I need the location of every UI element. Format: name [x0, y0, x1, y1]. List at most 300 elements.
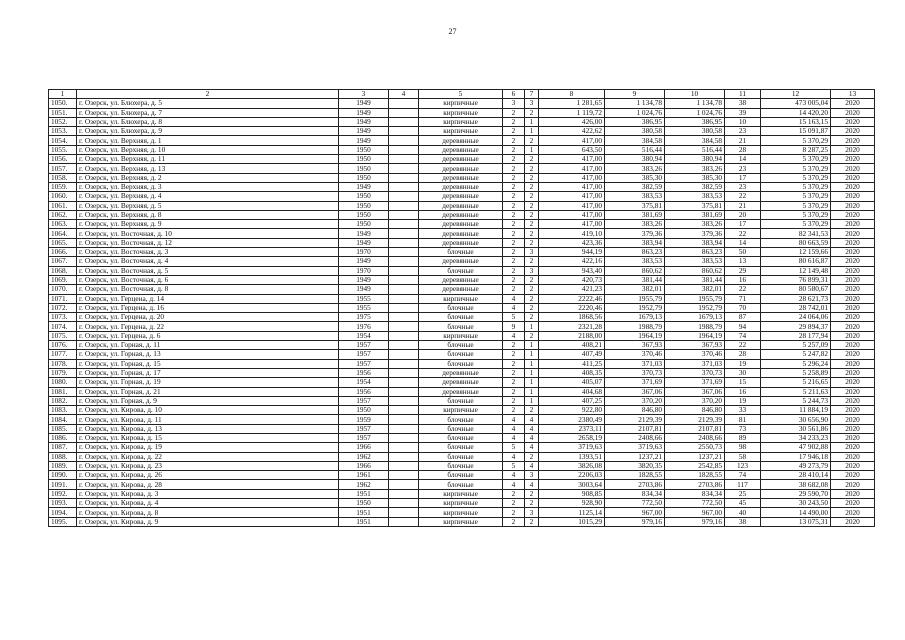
table-cell: 1828,55: [605, 471, 665, 480]
table-cell: 22: [725, 192, 761, 201]
table-cell: 5: [503, 461, 525, 470]
table-cell: 2107,81: [605, 424, 665, 433]
table-row: [49, 173, 875, 182]
table-cell: 2020: [831, 359, 875, 368]
table-cell: блочные: [419, 248, 503, 257]
table-cell: 383,26: [605, 220, 665, 229]
table-cell: 944,19: [539, 248, 605, 257]
table-cell: деревянные: [419, 192, 503, 201]
table-cell: [389, 415, 419, 424]
table-cell: 1093.: [49, 499, 77, 508]
table-cell: 4: [525, 461, 539, 470]
table-cell: 1: [525, 359, 539, 368]
table-cell: [389, 313, 419, 322]
table-cell: г. Озерск, ул. Кирова, д. 28: [77, 480, 339, 489]
table-cell: 9: [503, 322, 525, 331]
table-cell: 29 894,37: [761, 322, 831, 331]
table-cell: 516,44: [665, 145, 725, 154]
table-cell: 383,53: [665, 192, 725, 201]
table-cell: 386,95: [605, 117, 665, 126]
table-cell: 3820,35: [605, 461, 665, 470]
table-cell: 5 370,29: [761, 155, 831, 164]
table-cell: 420,73: [539, 275, 605, 284]
column-header-5: 5: [419, 90, 503, 99]
table-cell: 1949: [339, 238, 389, 247]
table-cell: 371,69: [665, 378, 725, 387]
table-cell: 1: [525, 396, 539, 405]
table-cell: г. Озерск, ул. Герцена, д. 20: [77, 313, 339, 322]
table-cell: 2020: [831, 443, 875, 452]
table-cell: г. Озерск, ул. Блюхера, д. 9: [77, 127, 339, 136]
table-cell: кирпичные: [419, 117, 503, 126]
table-cell: г. Озерск, ул. Кирова, д. 23: [77, 461, 339, 470]
table-cell: 1015,29: [539, 517, 605, 526]
table-cell: 14: [725, 155, 761, 164]
table-cell: [389, 406, 419, 415]
table-cell: [389, 201, 419, 210]
table-cell: 863,23: [665, 248, 725, 257]
table-cell: [389, 480, 419, 489]
column-header-9: 9: [605, 90, 665, 99]
table-cell: [389, 378, 419, 387]
table-cell: 25: [725, 489, 761, 498]
table-cell: 5 257,09: [761, 341, 831, 350]
table-cell: г. Озерск, ул. Кирова, д. 8: [77, 508, 339, 517]
table-cell: 2: [503, 406, 525, 415]
table-cell: 38: [725, 517, 761, 526]
table-row: [49, 266, 875, 275]
table-cell: 1: [525, 387, 539, 396]
table-cell: 2408,66: [605, 433, 665, 442]
table-cell: 24 064,06: [761, 313, 831, 322]
table-cell: 1957: [339, 350, 389, 359]
table-cell: 13: [725, 257, 761, 266]
table-cell: блочные: [419, 313, 503, 322]
table-cell: 2020: [831, 480, 875, 489]
table-cell: деревянные: [419, 173, 503, 182]
table-cell: г. Озерск, ул. Горная, д. 9: [77, 396, 339, 405]
table-cell: 1052.: [49, 117, 77, 126]
table-row: [49, 294, 875, 303]
column-header-10: 10: [665, 90, 725, 99]
table-row: [49, 341, 875, 350]
table-cell: 2020: [831, 257, 875, 266]
table-cell: 1950: [339, 499, 389, 508]
table-cell: 1055.: [49, 145, 77, 154]
table-cell: 1237,21: [605, 452, 665, 461]
table-cell: 370,20: [605, 396, 665, 405]
table-cell: 383,26: [605, 164, 665, 173]
table-cell: 2408,66: [665, 433, 725, 442]
table-cell: 772,50: [605, 499, 665, 508]
table-cell: 47 902,88: [761, 443, 831, 452]
table-cell: [389, 350, 419, 359]
column-header-12: 12: [761, 90, 831, 99]
table-cell: 2550,73: [665, 443, 725, 452]
table-cell: 5 370,29: [761, 182, 831, 191]
table-cell: 1950: [339, 155, 389, 164]
table-cell: 2: [503, 201, 525, 210]
table-cell: 2020: [831, 136, 875, 145]
table-cell: г. Озерск, ул. Горная, д. 21: [77, 387, 339, 396]
table-cell: 385,30: [665, 173, 725, 182]
table-cell: 2020: [831, 331, 875, 340]
column-header-11: 11: [725, 90, 761, 99]
table-cell: 2: [525, 210, 539, 219]
table-cell: 2020: [831, 368, 875, 377]
table-cell: 382,59: [605, 182, 665, 191]
table-cell: 1067.: [49, 257, 77, 266]
table-cell: 1087.: [49, 443, 77, 452]
table-row: [49, 238, 875, 247]
table-row: [49, 406, 875, 415]
table-cell: кирпичные: [419, 127, 503, 136]
table-cell: [389, 99, 419, 108]
table-cell: 2020: [831, 350, 875, 359]
table-row: [49, 229, 875, 238]
table-cell: 1070.: [49, 285, 77, 294]
table-cell: 2222,46: [539, 294, 605, 303]
table-cell: 1071.: [49, 294, 77, 303]
housing-registry-table: [48, 89, 875, 527]
table-cell: 1955: [339, 294, 389, 303]
table-cell: [389, 248, 419, 257]
table-cell: 4: [525, 424, 539, 433]
column-header-13: 13: [831, 90, 875, 99]
table-cell: деревянные: [419, 201, 503, 210]
table-cell: г. Озерск, ул. Кирова, д. 26: [77, 471, 339, 480]
table-cell: деревянные: [419, 368, 503, 377]
table-row: [49, 182, 875, 191]
table-cell: г. Озерск, ул. Кирова, д. 22: [77, 452, 339, 461]
table-row: [49, 275, 875, 284]
table-cell: [389, 508, 419, 517]
table-cell: 94: [725, 322, 761, 331]
table-cell: 4: [525, 415, 539, 424]
table-row: [49, 248, 875, 257]
table-cell: 23: [725, 127, 761, 136]
table-cell: [389, 461, 419, 470]
table-cell: 45: [725, 499, 761, 508]
table-cell: 12 149,48: [761, 266, 831, 275]
table-cell: 1393,51: [539, 452, 605, 461]
table-cell: 1: [525, 322, 539, 331]
table-cell: г. Озерск, ул. Восточная, д. 6: [77, 275, 339, 284]
table-cell: г. Озерск, ул. Восточная, д. 12: [77, 238, 339, 247]
table-cell: [389, 452, 419, 461]
table-cell: 28 410,14: [761, 471, 831, 480]
table-cell: г. Озерск, ул. Блюхера, д. 7: [77, 108, 339, 117]
table-cell: деревянные: [419, 229, 503, 238]
table-cell: 2129,39: [605, 415, 665, 424]
table-cell: г. Озерск, ул. Герцена, д. 22: [77, 322, 339, 331]
table-row: [49, 257, 875, 266]
table-cell: 2: [503, 499, 525, 508]
table-cell: 2: [503, 192, 525, 201]
table-cell: 4: [503, 331, 525, 340]
table-cell: 2020: [831, 396, 875, 405]
table-cell: кирпичные: [419, 517, 503, 526]
table-cell: 382,59: [665, 182, 725, 191]
table-cell: [389, 368, 419, 377]
table-cell: 17 946,18: [761, 452, 831, 461]
table-cell: 370,46: [605, 350, 665, 359]
table-cell: [389, 108, 419, 117]
table-cell: 4: [525, 443, 539, 452]
table-cell: [389, 396, 419, 405]
table-cell: 1961: [339, 471, 389, 480]
table-cell: 2129,39: [665, 415, 725, 424]
table-cell: 5 370,29: [761, 210, 831, 219]
table-cell: 417,00: [539, 155, 605, 164]
table-cell: кирпичные: [419, 508, 503, 517]
table-cell: 1051.: [49, 108, 77, 117]
table-cell: 1237,21: [665, 452, 725, 461]
table-cell: 1951: [339, 489, 389, 498]
table-cell: 1955,79: [605, 294, 665, 303]
table-cell: г. Озерск, ул. Восточная, д. 8: [77, 285, 339, 294]
table-cell: 380,94: [605, 155, 665, 164]
table-cell: 1090.: [49, 471, 77, 480]
table-cell: 3: [525, 248, 539, 257]
table-cell: 16: [725, 387, 761, 396]
table-cell: 1075.: [49, 331, 77, 340]
table-cell: 2: [525, 331, 539, 340]
table-cell: 2020: [831, 313, 875, 322]
table-cell: 2373,11: [539, 424, 605, 433]
table-cell: 1125,14: [539, 508, 605, 517]
table-cell: 1 281,65: [539, 99, 605, 108]
table-cell: г. Озерск, ул. Восточная, д. 5: [77, 266, 339, 275]
table-cell: 411,25: [539, 359, 605, 368]
table-cell: 4: [503, 303, 525, 312]
table-cell: г. Озерск, ул. Верхняя, д. 9: [77, 220, 339, 229]
table-cell: 98: [725, 443, 761, 452]
table-cell: 38: [725, 99, 761, 108]
table-cell: 1970: [339, 266, 389, 275]
table-cell: 4: [503, 294, 525, 303]
table-cell: 383,53: [665, 257, 725, 266]
table-cell: г. Озерск, ул. Верхняя, д. 11: [77, 155, 339, 164]
table-cell: 30: [725, 368, 761, 377]
table-cell: 1957: [339, 433, 389, 442]
table-cell: [389, 155, 419, 164]
table-cell: 23: [725, 164, 761, 173]
table-cell: 80 616,87: [761, 257, 831, 266]
table-cell: 375,81: [605, 201, 665, 210]
table-cell: 1828,55: [665, 471, 725, 480]
table-cell: 81: [725, 415, 761, 424]
table-cell: 2: [525, 192, 539, 201]
table-cell: кирпичные: [419, 331, 503, 340]
table-cell: 834,34: [605, 489, 665, 498]
table-cell: 15 163,15: [761, 117, 831, 126]
table-cell: 417,00: [539, 136, 605, 145]
table-cell: 1058.: [49, 173, 77, 182]
table-cell: [389, 443, 419, 452]
table-cell: 2: [503, 359, 525, 368]
table-cell: [389, 489, 419, 498]
table-cell: 1056.: [49, 155, 77, 164]
table-cell: 4: [503, 424, 525, 433]
table-row: [49, 350, 875, 359]
table-cell: 15 091,87: [761, 127, 831, 136]
table-cell: 28 742,01: [761, 303, 831, 312]
table-row: [49, 452, 875, 461]
table-cell: 1950: [339, 145, 389, 154]
table-cell: 1064.: [49, 229, 77, 238]
table-cell: 979,16: [605, 517, 665, 526]
table-cell: 383,26: [665, 220, 725, 229]
table-cell: 1072.: [49, 303, 77, 312]
table-cell: 5 216,65: [761, 378, 831, 387]
table-row: [49, 499, 875, 508]
table-cell: 382,01: [605, 285, 665, 294]
table-cell: 1 119,72: [539, 108, 605, 117]
table-cell: 1951: [339, 508, 389, 517]
table-cell: 34 233,23: [761, 433, 831, 442]
table-cell: 74: [725, 331, 761, 340]
table-cell: 1679,13: [665, 313, 725, 322]
table-cell: деревянные: [419, 145, 503, 154]
table-row: [49, 508, 875, 517]
table-header-row: [49, 90, 875, 99]
table-cell: 1082.: [49, 396, 77, 405]
table-cell: 2020: [831, 210, 875, 219]
table-cell: 2658,19: [539, 433, 605, 442]
table-cell: 40: [725, 508, 761, 517]
table-cell: [389, 294, 419, 303]
table-cell: кирпичные: [419, 108, 503, 117]
table-cell: 2: [503, 378, 525, 387]
table-cell: 30 656,90: [761, 415, 831, 424]
table-cell: 39: [725, 108, 761, 117]
column-header-8: 8: [539, 90, 605, 99]
table-cell: 2020: [831, 471, 875, 480]
table-cell: кирпичные: [419, 99, 503, 108]
table-cell: 2: [525, 155, 539, 164]
table-cell: кирпичные: [419, 294, 503, 303]
table-cell: [389, 285, 419, 294]
table-cell: [389, 164, 419, 173]
table-cell: 1950: [339, 406, 389, 415]
table-cell: 422,62: [539, 127, 605, 136]
table-cell: блочные: [419, 433, 503, 442]
table-cell: г. Озерск, ул. Верхняя, д. 8: [77, 210, 339, 219]
table-row: [49, 424, 875, 433]
table-row: [49, 210, 875, 219]
table-cell: 1966: [339, 443, 389, 452]
table-cell: деревянные: [419, 164, 503, 173]
table-cell: блочные: [419, 322, 503, 331]
table-cell: блочные: [419, 303, 503, 312]
table-cell: 908,85: [539, 489, 605, 498]
table-cell: 16: [725, 275, 761, 284]
table-cell: 3: [503, 99, 525, 108]
table-cell: 1059.: [49, 182, 77, 191]
table-cell: 1094.: [49, 508, 77, 517]
table-cell: 3: [525, 471, 539, 480]
table-cell: 1950: [339, 210, 389, 219]
table-cell: 379,36: [605, 229, 665, 238]
table-cell: 2: [503, 350, 525, 359]
table-cell: 1956: [339, 387, 389, 396]
table-cell: 10: [725, 117, 761, 126]
table-cell: 1954: [339, 378, 389, 387]
table-cell: 1949: [339, 229, 389, 238]
table-cell: 1949: [339, 127, 389, 136]
table-cell: г. Озерск, ул. Горная, д. 13: [77, 350, 339, 359]
table-cell: [389, 275, 419, 284]
table-cell: 1 134,78: [665, 99, 725, 108]
table-cell: 370,46: [665, 350, 725, 359]
table-cell: 80 663,59: [761, 238, 831, 247]
table-cell: г. Озерск, ул. Горная, д. 11: [77, 341, 339, 350]
table-cell: 2: [503, 117, 525, 126]
table-cell: 1868,56: [539, 313, 605, 322]
table-cell: 2: [503, 220, 525, 229]
table-cell: 382,01: [665, 285, 725, 294]
table-cell: 13 075,31: [761, 517, 831, 526]
table-cell: 383,94: [665, 238, 725, 247]
table-cell: г. Озерск, ул. Верхняя, д. 2: [77, 173, 339, 182]
table-cell: 383,26: [665, 164, 725, 173]
table-cell: 1066.: [49, 248, 77, 257]
table-cell: [389, 173, 419, 182]
column-header-1: 1: [49, 90, 77, 99]
table-cell: 379,36: [665, 229, 725, 238]
table-row: [49, 359, 875, 368]
table-cell: 370,20: [665, 396, 725, 405]
table-cell: 22: [725, 285, 761, 294]
table-cell: 5 244,73: [761, 396, 831, 405]
table-cell: 2: [525, 452, 539, 461]
table-cell: блочные: [419, 480, 503, 489]
table-cell: [389, 303, 419, 312]
table-cell: 1988,79: [665, 322, 725, 331]
table-row: [49, 201, 875, 210]
table-cell: [389, 192, 419, 201]
table-cell: 367,93: [665, 341, 725, 350]
table-cell: 1949: [339, 108, 389, 117]
table-cell: 1956: [339, 368, 389, 377]
table-cell: 2020: [831, 387, 875, 396]
table-cell: 1957: [339, 396, 389, 405]
table-cell: 21: [725, 201, 761, 210]
table-cell: [389, 117, 419, 126]
table-cell: деревянные: [419, 182, 503, 191]
table-cell: 1085.: [49, 424, 77, 433]
table-cell: 2020: [831, 285, 875, 294]
table-cell: 4: [525, 433, 539, 442]
table-cell: 1060.: [49, 192, 77, 201]
table-cell: 2: [525, 201, 539, 210]
table-cell: 384,58: [605, 136, 665, 145]
table-cell: 71: [725, 294, 761, 303]
table-cell: 1057.: [49, 164, 77, 173]
table-cell: [389, 387, 419, 396]
table-cell: блочные: [419, 266, 503, 275]
table-cell: блочные: [419, 396, 503, 405]
table-cell: 74: [725, 471, 761, 480]
table-cell: 979,16: [665, 517, 725, 526]
table-cell: 1949: [339, 182, 389, 191]
table-cell: 2: [503, 285, 525, 294]
table-cell: 1088.: [49, 452, 77, 461]
table-cell: кирпичные: [419, 406, 503, 415]
table-cell: 367,06: [605, 387, 665, 396]
table-cell: 17: [725, 173, 761, 182]
